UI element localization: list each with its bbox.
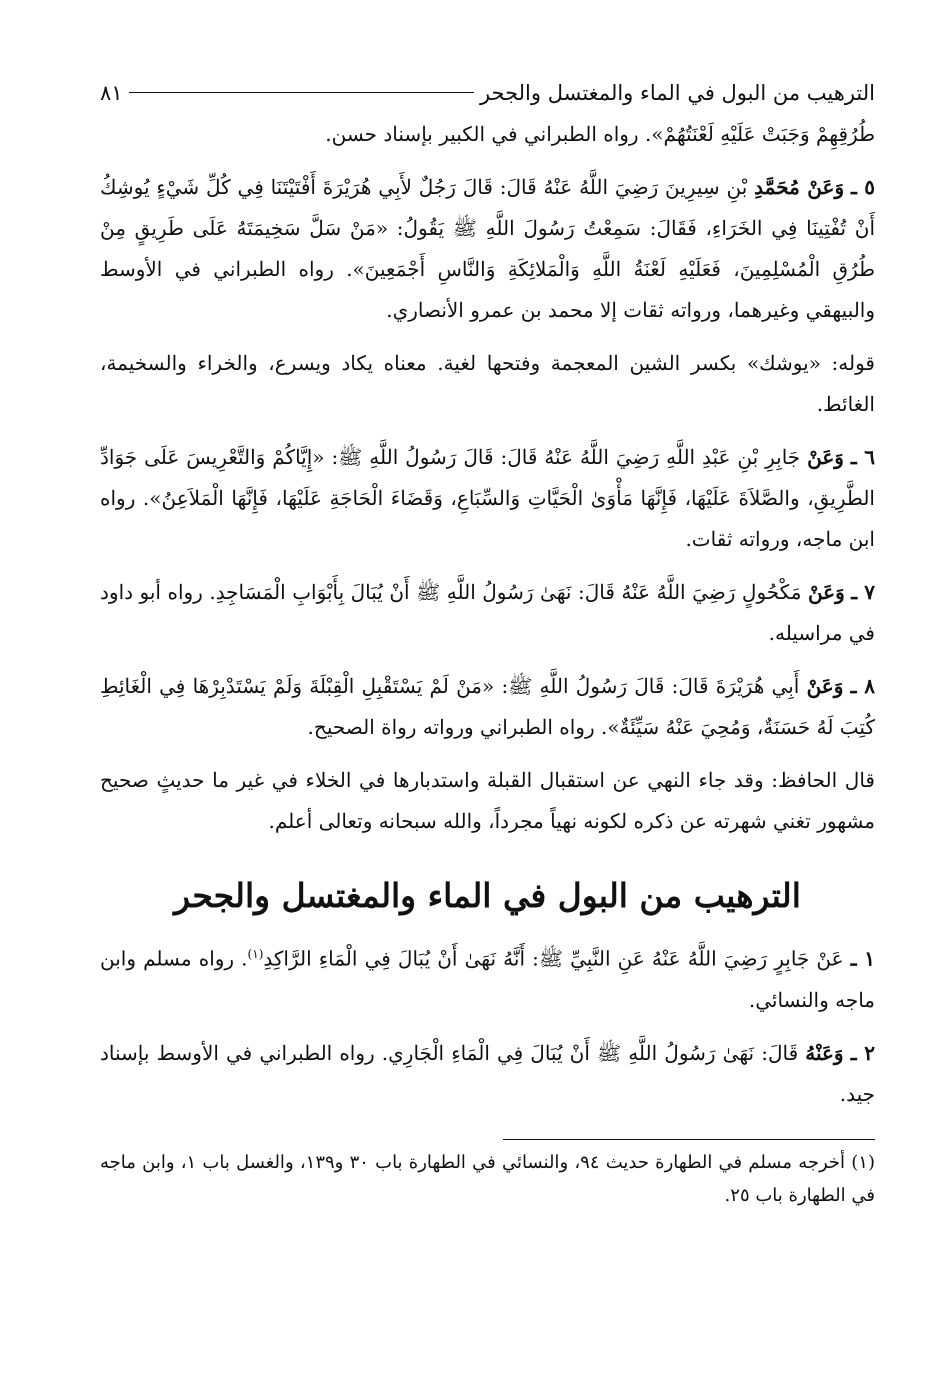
hadith-7 xyxy=(100,572,875,654)
hadith-text: قَالَ: نَهَىٰ رَسُولُ اللَّهِ ﷺ أَنْ يُبَالَ فِي الْمَاءِ الْجَارِي. رواه الطبراني في الأوسط بإسناد جيد. xyxy=(100,1040,875,1106)
footnote-ref[interactable]: (١) xyxy=(247,947,264,961)
hadith-lead: وَعَنْ مُحَمَّدِ xyxy=(754,175,845,199)
hadith-text: بْنِ سِيرِينَ رَضِيَ اللَّهُ عَنْهُ قَالَ: قَالَ رَجُلٌ لأَبِي هُرَيْرَةَ أَفْتَيْتَنَا فِي كُلِّ شَيْءٍ يُوشِكُ أَنْ تُفْتِينَا فِي الخَرَاءِ، فَقَالَ: سَمِعْتُ رَسُولَ اللَّهِ ﷺ يَقُولُ: «مَنْ سَلَّ سَخِيمَتَهُ عَلَى طَرِيقٍ مِنْ طُرُقِ الْمُسْلِمِينَ، فَعَلَيْهِ لَعْنَةُ اللَّهِ وَالْمَلائِكَةِ وَالنَّاسِ أَجْمَعِينَ». رواه الطبراني في الأوسط والبيهقي وغيرهما، ورواته ثقات إلا محمد بن عمرو الأنصاري. xyxy=(100,175,875,322)
hafiz-comment: قال الحافظ: وقد جاء النهي عن استقبال القبلة واستدبارها في الخلاء في غير ما حديثٍ صحيح مشهور تغني شهرته عن ذكره لكونه نهياً مجرداً، والله سبحانه وتعالى أعلم. xyxy=(100,768,875,833)
hadith-text: عَنْ جَابِرٍ رَضِيَ اللَّهُ عَنْهُ عَنِ النَّبِيِّ ﷺ: أَنَّهُ نَهَىٰ أَنْ يُبَالَ فِي الْمَاءِ الرَّاكِدِ xyxy=(263,946,844,971)
hadith-number: ٥ ـ xyxy=(850,175,876,199)
footnote: (١) أخرجه مسلم في الطهارة حديث ٩٤، والنسائي في الطهارة باب ٣٠ و١٣٩، والغسل باب ١، وابن ماجه في الطهارة باب ٢٥. xyxy=(100,1151,875,1206)
hadith-number: ٨ ـ xyxy=(850,674,876,698)
running-header xyxy=(100,78,875,114)
section-heading: الترهيب من البول في الماء والمغتسل والجحر xyxy=(174,876,801,915)
hadith-lead: وَعَنْ xyxy=(807,445,844,469)
hadith-text: أَبِي هُرَيْرَةَ قَالَ: قَالَ رَسُولُ اللَّهِ ﷺ: «مَنْ لَمْ يَسْتَقْبِلِ الْقِبْلَةَ وَلَمْ يَسْتَدْبِرْهَا فِي الْغَائِطِ كُتِبَ لَهُ حَسَنَةٌ، وَمُحِيَ عَنْهُ سَيِّئَةٌ». رواه الطبراني ورواته رواة الصحيح. xyxy=(100,674,875,739)
hadith-lead: وَعَنْ xyxy=(807,580,845,604)
hadith-number: ١ ـ xyxy=(850,946,876,971)
hadith-6 xyxy=(100,437,875,560)
paragraph-continuation: طُرُقِهِمْ وَجَبَتْ عَلَيْهِ لَعْنَتُهُمْ». رواه الطبراني في الكبير بإسناد حسن. xyxy=(325,122,875,146)
explanatory-note: قوله: «يوشك» بكسر الشين المعجمة وفتحها لغية. معناه يكاد ويسرع، والخراء والسخيمة، الغائط. xyxy=(100,351,875,416)
hadith-lead: وَعَنْ xyxy=(806,674,844,698)
hadith-8 xyxy=(100,666,875,748)
hadith-number: ٧ ـ xyxy=(851,580,875,604)
page-number: ٨١ xyxy=(100,81,123,105)
hadith-number: ٢ ـ xyxy=(850,1040,875,1065)
document-page xyxy=(100,78,875,1212)
hadith-lead: وَعَنْهُ xyxy=(805,1040,844,1065)
hadith-text: جَابِرِ بْنِ عَبْدِ اللَّهِ رَضِيَ اللَّهُ عَنْهُ قَالَ: قَالَ رَسُولُ اللَّهِ ﷺ: «إِيَّاكُمْ وَالتَّعْرِيسَ عَلَى جَوَادِّ الطَّرِيقِ، والصَّلاَةَ عَلَيْهَا، فَإِنَّهَا مَأْوَىٰ الْحَيَّاتِ وَالسِّبَاعِ، وَقَضَاءَ الْحَاجَةِ عَلَيْهَا، فَإِنَّهَا الْمَلاَعِنُ». رواه ابن ماجه، ورواته ثقات. xyxy=(100,445,875,551)
header-rule xyxy=(129,92,474,93)
header-title: الترهيب من البول في الماء والمغتسل والجحر xyxy=(479,81,875,105)
section-hadith-2 xyxy=(100,1033,875,1115)
hadith-text: مَكْحُولٍ رَضِيَ اللَّهُ عَنْهُ قَالَ: نَهَىٰ رَسُولُ اللَّهِ ﷺ أَنْ يُبَالَ بِأَبْوَابِ الْمَسَاجِدِ. رواه أبو داود في مراسيله. xyxy=(100,580,875,645)
footnote-separator xyxy=(503,1139,875,1140)
hadith-source: . رواه مسلم وابن ماجه والنسائي. xyxy=(100,946,875,1012)
hadith-number: ٦ ـ xyxy=(850,445,875,469)
section-hadith-1 xyxy=(100,934,875,1021)
hadith-5 xyxy=(100,167,875,331)
